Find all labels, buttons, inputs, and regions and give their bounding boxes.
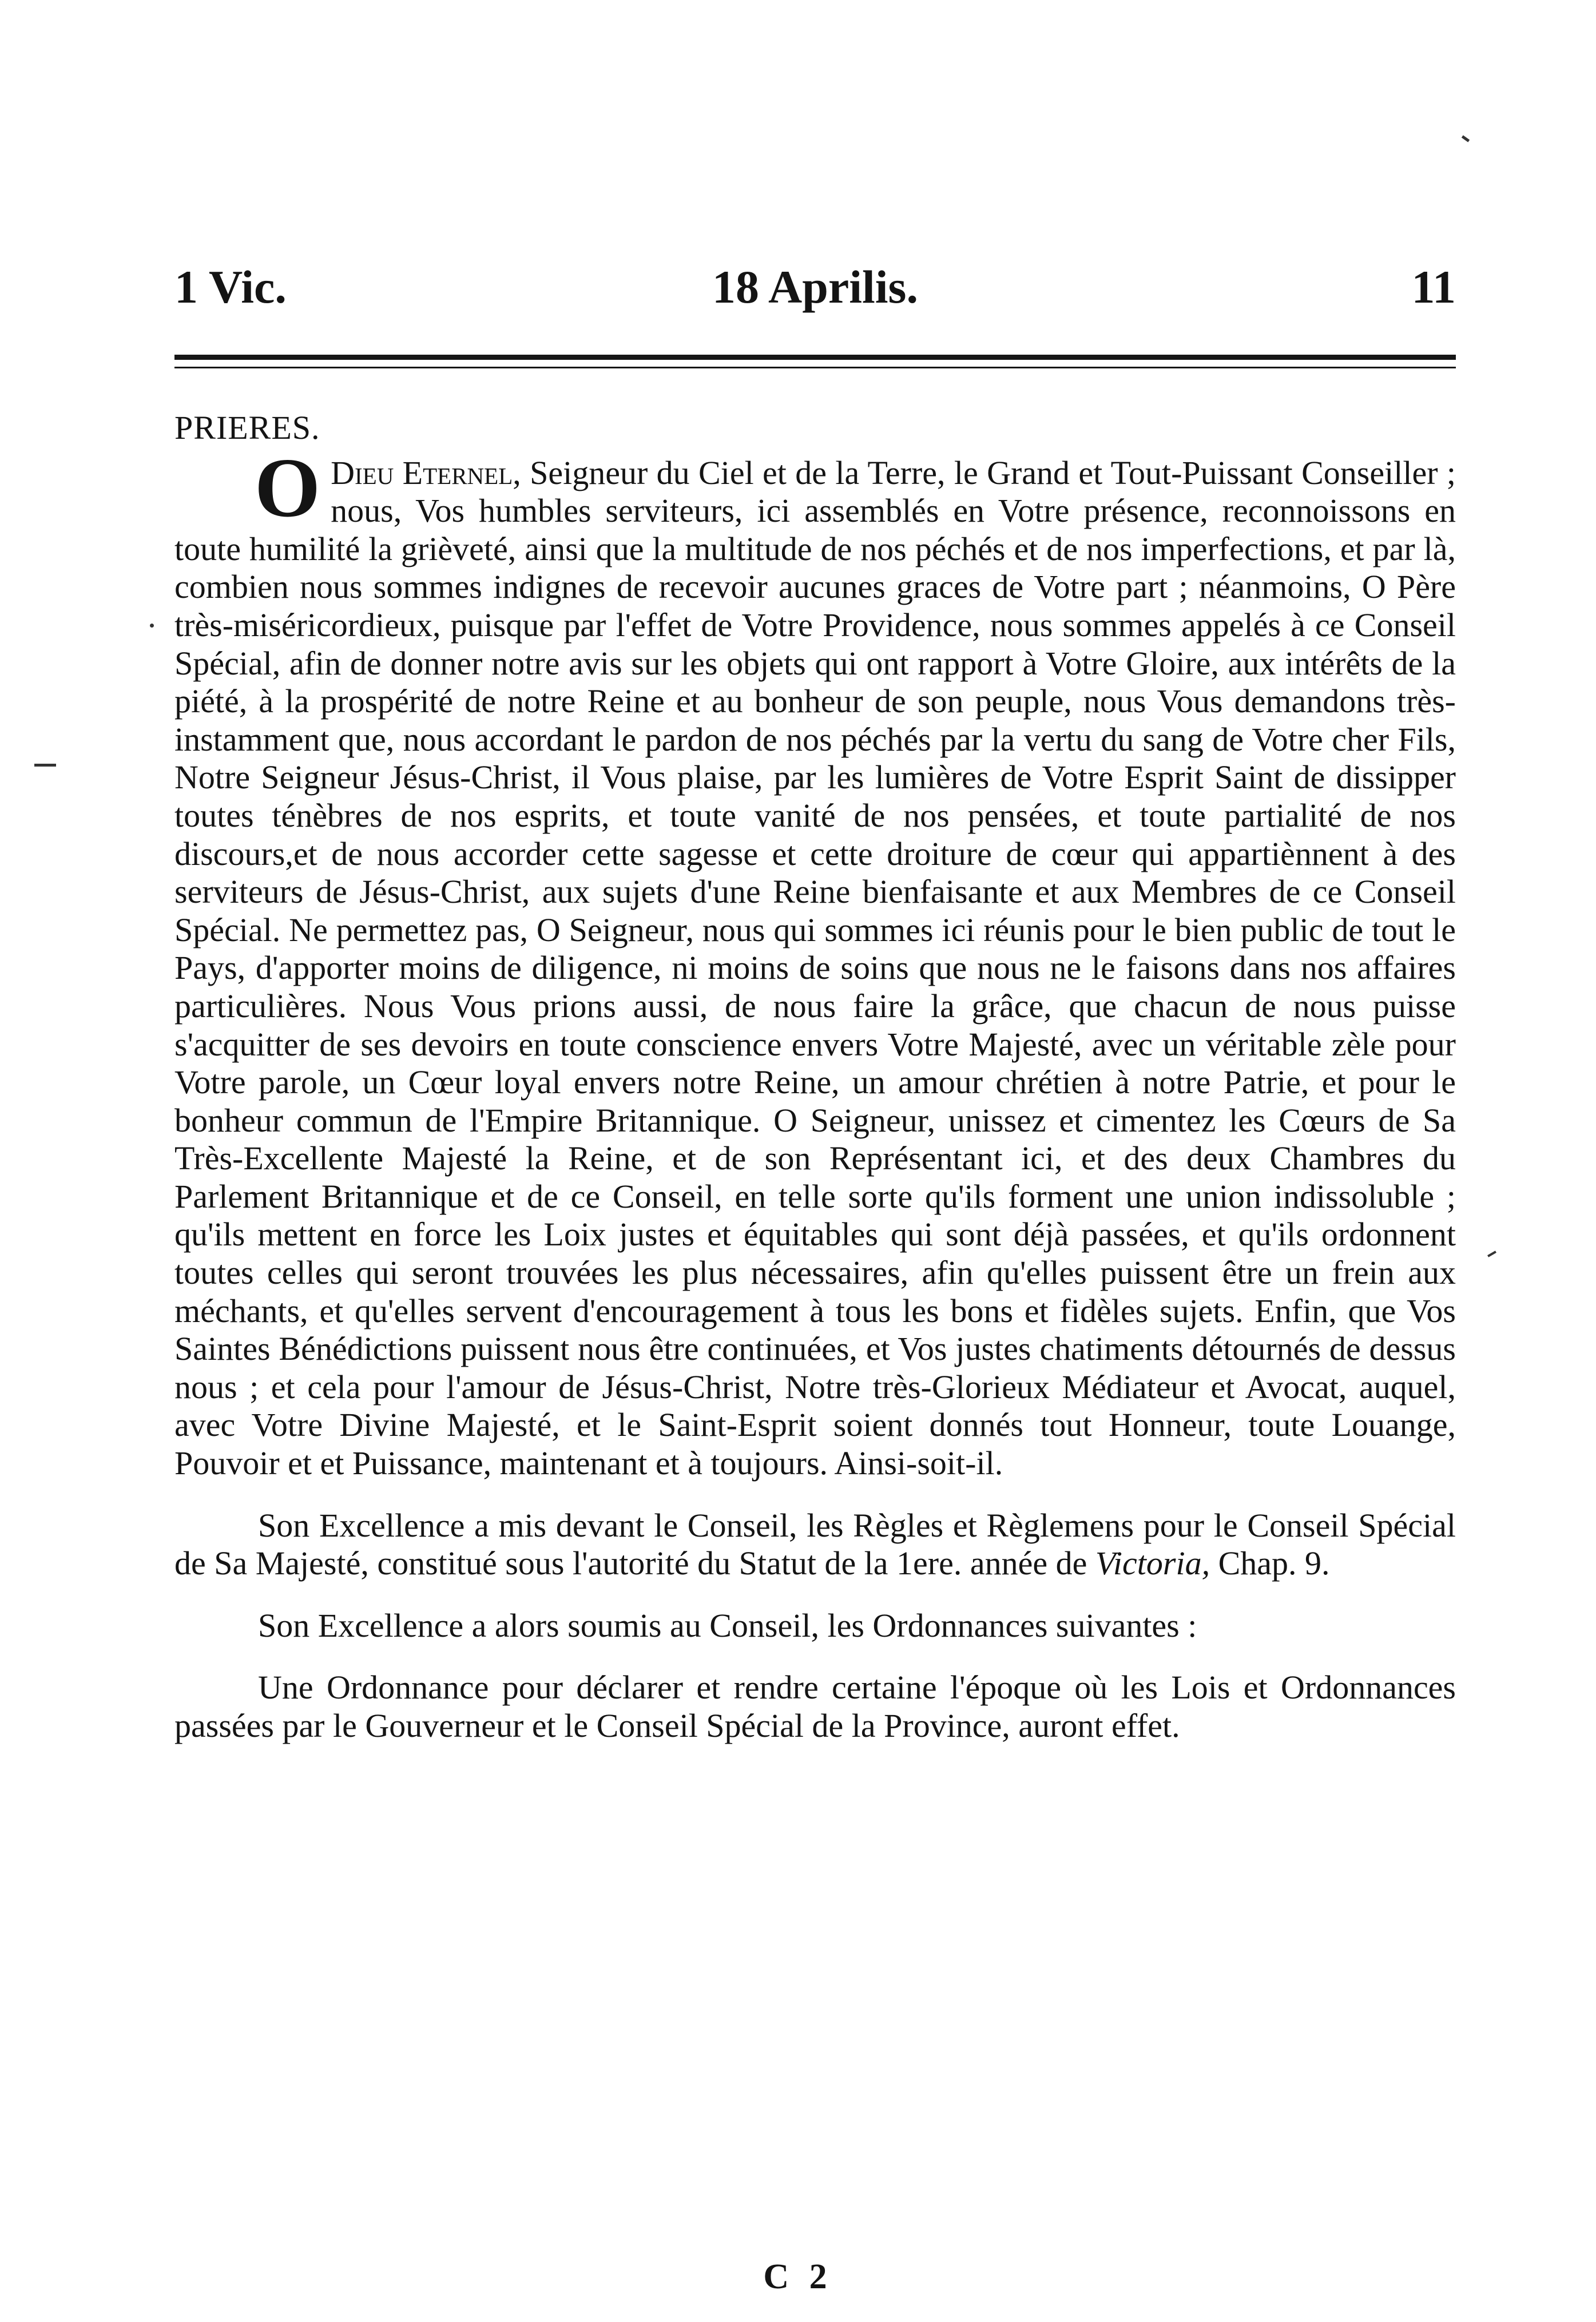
scan-speck xyxy=(1462,135,1470,142)
ordonnances-paragraph: Son Excellence a alors soumis au Conseil, les Ordonnances suivantes : xyxy=(258,1606,1197,1644)
rules-paragraph xyxy=(174,1507,1456,1583)
rules-text-italic: Victoria, xyxy=(1095,1545,1210,1582)
rules-text-after: Chap. 9. xyxy=(1218,1545,1330,1582)
header-date: 18 Aprilis. xyxy=(712,261,918,313)
prayer-paragraph xyxy=(174,440,1456,1483)
running-header xyxy=(174,260,1456,323)
section-title: PRIERES. xyxy=(174,409,320,446)
rules-text-before: Son Excellence a mis devant le Conseil, les Règles et Règlemens pour le Conseil Spécial de Sa Majesté, constitué sous l'autorité du Statut de la 1ere. année de xyxy=(174,1506,1456,1582)
header-page-number: 11 xyxy=(1411,261,1456,313)
header-rule-thick xyxy=(174,355,1456,360)
ordonnance-paragraph: Une Ordonnance pour déclarer et rendre certaine l'époque où les Lois et Ordonnances passées par le Gouverneur et le Conseil Spécial de la Province, auront effet. xyxy=(174,1669,1456,1744)
signature-mark: C 2 xyxy=(763,2257,833,2296)
header-regnal-year: 1 Vic. xyxy=(174,261,287,313)
scan-speck xyxy=(34,764,56,767)
drop-cap-initial: O xyxy=(255,440,321,535)
header-rule-thin xyxy=(174,367,1456,368)
scan-speck xyxy=(150,624,154,628)
prayer-text: Seigneur du Ciel et de la Terre, le Grand et Tout-Puissant Conseiller ; nous, Vos humbles serviteurs, ici assemblés en Votre présence, reconnoissons en toute humilité la grièveté, ainsi que la multitude de nos péchés et de nos imperfections, et par là, combien nous sommes indignes de recevoir aucunes graces de Votre part ; néanmoins, O Père très-miséricordieux, puisque par l'effet de Votre Providence, nous sommes appelés à ce Conseil Spécial, afin de donner notre avis sur les objets qui ont rapport à Votre Gloire, aux intérêts de la piété, à la prospérité de notre Reine et au bonheur de son peuple, nous Vous demandons très-instamment que, nous accordant le pardon de nos péchés par la vertu du sang de Votre cher Fils, Notre Seigneur Jésus-Christ, il Vous plaise, par les lumières de Votre Esprit Saint de dissipper toutes ténèbres de nos esprits, et toute vanité de nos pensées, et toute partialité de nos discours,et de nous accorder cette sagesse et cette droiture de cœur qui appartiènnent à des serviteurs de Jésus-Christ, aux sujets d'une Reine bienfaisante et aux Membres de ce Conseil Spécial. Ne permettez pas, O Seigneur, nous qui sommes ici réunis pour le bien public de tout le Pays, d'apporter moins de diligence, ni moins de soins que nous ne le faisons dans nos affaires particulières. Nous Vous prions aussi, de nous faire la grâce, que chacun de nous puisse s'acquitter de ses devoirs en toute conscience envers Votre Majesté, avec un véritable zèle pour Votre parole, un Cœur loyal envers notre Reine, un amour chrétien à notre Patrie, et pour le bonheur commun de l'Empire Britannique. O Seigneur, unissez et cimentez les Cœurs de Sa Très-Excellente Majesté la Reine, et de son Représentant ici, et des deux Chambres du Parlement Britannique et de ce Conseil, en telle sorte qu'ils forment une union indissoluble ; qu'ils mettent en force les Loix justes et équitables qui sont déjà passées, et qu'ils ordonnent toutes celles qui seront trouvées les plus nécessaires, afin qu'elles puissent être un frein aux méchants, et qu'elles servent d'encouragement à tous les bons et fidèles sujets. Enfin, que Vos Saintes Bénédictions puissent nous être continuées, et Vos justes chatiments détournés de dessus nous ; et cela pour l'amour de Jésus-Christ, Notre très-Glorieux Médiateur et Avocat, auquel, avec Votre Divine Majesté, et le Saint-Esprit soient donnés tout Honneur, toute Louange, Pouvoir et et Puissance, maintenant et à toujours. Ainsi-soit-il. xyxy=(174,454,1456,1482)
page-body xyxy=(174,409,1456,1745)
scan-speck xyxy=(1487,1251,1496,1257)
prayer-opening: Dieu Eternel, xyxy=(331,454,521,491)
